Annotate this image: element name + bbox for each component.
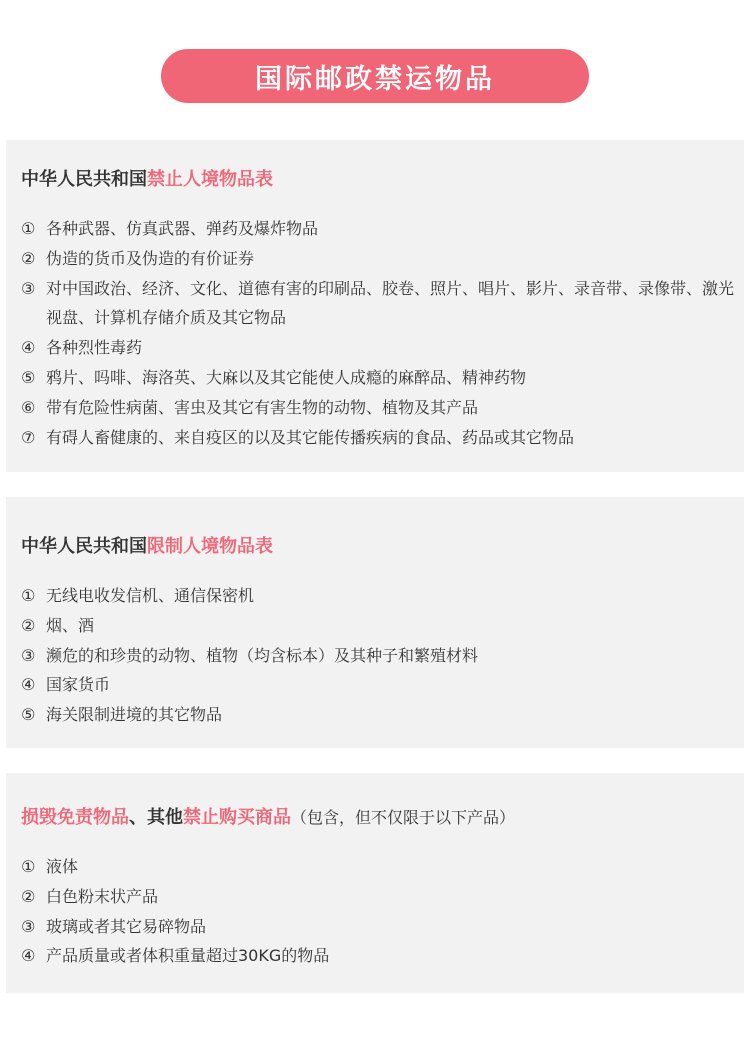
heading-prefix: 中华人民共和国 — [21, 169, 147, 190]
item-text: 烟、酒 — [46, 615, 95, 635]
item-text: 玻璃或者其它易碎物品 — [46, 916, 207, 936]
section-heading — [21, 168, 736, 192]
heading-highlight-damage: 损毁免责物品 — [21, 807, 129, 828]
item-number: ② — [21, 886, 36, 906]
item-text: 无线电收发信机、通信保密机 — [46, 586, 255, 605]
item-number: ④ — [21, 338, 36, 358]
heading-connector: 、其他 — [129, 807, 183, 828]
section-heading — [21, 535, 736, 559]
item-text: 带有危险性病菌、害虫及其它有害生物的动物、植物及其产品 — [46, 397, 479, 417]
heading-highlight: 限制人境物品表 — [147, 536, 273, 557]
item-text: 伪造的货币及伪造的有价证券 — [46, 248, 255, 268]
item-text: 各种武器、仿真武器、弹药及爆炸物品 — [46, 219, 319, 238]
page-title-banner — [161, 49, 589, 103]
list-item — [21, 581, 736, 611]
heading-highlight-prohibited: 禁止购买商品 — [183, 807, 291, 828]
list-item — [21, 244, 736, 274]
item-number: ② — [21, 615, 36, 635]
item-list — [21, 214, 736, 452]
list-item — [21, 423, 736, 453]
restricted-entry-section — [6, 497, 744, 748]
item-text: 国家货币 — [46, 675, 111, 695]
item-text: 产品质量或者体积重量超过30KG的物品 — [46, 946, 330, 966]
item-text: 对中国政治、经济、文化、道德有害的印刷品、胶卷、照片、唱片、影片、录音带、录像带、激光视盘、计算机存储介质及其它物品 — [46, 278, 735, 328]
list-item — [21, 882, 736, 912]
item-number: ⑤ — [21, 705, 36, 725]
list-item — [21, 670, 736, 700]
heading-note: （包含，但不仅限于以下产品） — [291, 808, 516, 827]
page-title: 国际邮政禁运物品 — [255, 63, 495, 95]
item-text: 海关限制进境的其它物品 — [46, 705, 223, 725]
item-number: ⑦ — [21, 427, 36, 447]
item-text: 液体 — [46, 857, 79, 876]
heading-prefix: 中华人民共和国 — [21, 536, 147, 557]
item-text: 有碍人畜健康的、来自疫区的以及其它能传播疾病的食品、药品或其它物品 — [46, 427, 575, 447]
heading-highlight: 禁止人境物品表 — [147, 169, 273, 190]
list-item — [21, 274, 736, 334]
item-number: ③ — [21, 916, 36, 936]
item-number: ② — [21, 248, 36, 268]
item-number: ③ — [21, 278, 36, 298]
item-number: ⑥ — [21, 397, 36, 417]
list-item — [21, 333, 736, 363]
item-number: ③ — [21, 645, 36, 665]
list-item — [21, 852, 736, 882]
item-number: ① — [21, 586, 36, 605]
non-liability-section — [6, 773, 744, 993]
item-text: 濒危的和珍贵的动物、植物（均含标本）及其种子和繁殖材料 — [46, 645, 479, 665]
list-item — [21, 363, 736, 393]
prohibited-entry-section — [6, 140, 744, 472]
list-item — [21, 214, 736, 244]
item-number: ④ — [21, 946, 36, 966]
item-text: 鸦片、吗啡、海洛英、大麻以及其它能使人成瘾的麻醉品、精神药物 — [46, 367, 527, 387]
list-item — [21, 700, 736, 730]
item-text: 各种烈性毒药 — [46, 338, 143, 358]
list-item — [21, 641, 736, 671]
list-item — [21, 611, 736, 641]
item-number: ⑤ — [21, 367, 36, 387]
section-heading — [21, 806, 736, 830]
item-list — [21, 852, 736, 971]
item-number: ① — [21, 219, 36, 238]
list-item — [21, 393, 736, 423]
list-item — [21, 912, 736, 942]
item-number: ④ — [21, 675, 36, 695]
item-list — [21, 581, 736, 730]
item-number: ① — [21, 857, 36, 876]
item-text: 白色粉末状产品 — [46, 886, 159, 906]
list-item — [21, 941, 736, 971]
